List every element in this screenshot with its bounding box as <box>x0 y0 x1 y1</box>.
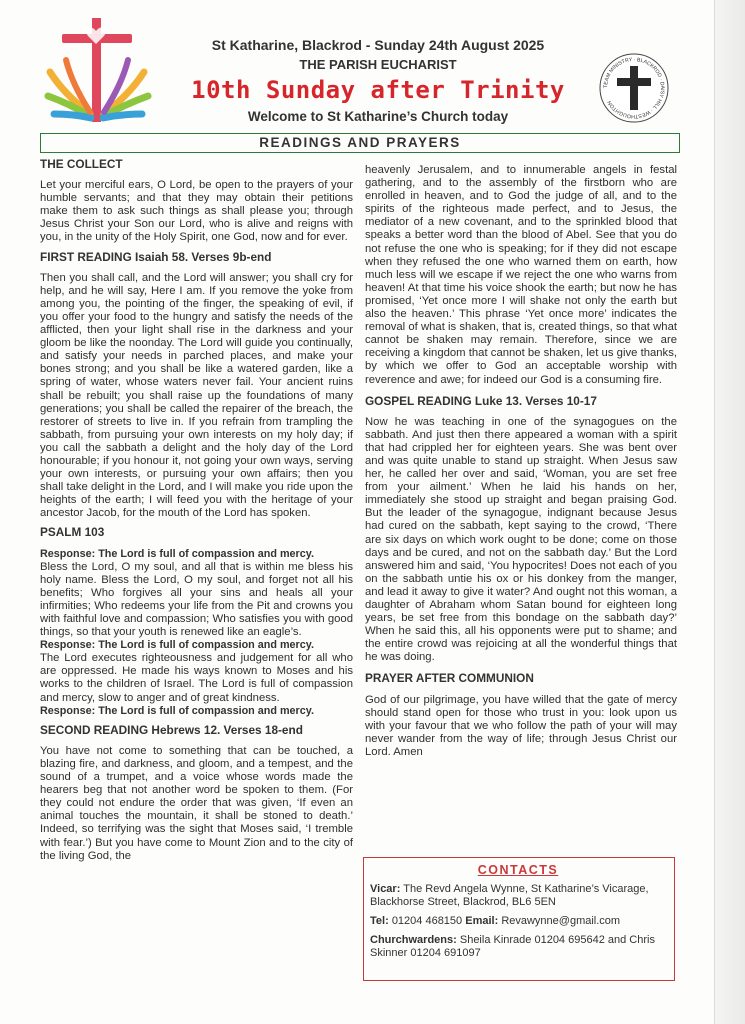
psalm-heading: PSALM 103 <box>40 525 105 540</box>
second-reading-heading: SECOND READING Hebrews 12. Verses 18-end <box>40 722 303 737</box>
vicar-contact <box>370 883 666 909</box>
prayer-text: God of our pilgrimage, you have willed that the gate of mercy should stand open for those who trust in you: look upon us with your favour that we who follow the path of your will may never wander from the way of life; through Jesus Christ our Lord. Amen <box>365 693 677 758</box>
psalm-response: Response: The Lord is full of compassion and mercy. <box>40 704 314 717</box>
email-value: Revawynne@gmail.com <box>501 915 621 927</box>
phone-email <box>370 915 666 928</box>
wardens-label: Churchwardens: <box>370 934 457 946</box>
wardens-contact <box>370 934 666 960</box>
first-reading-heading: FIRST READING Isaiah 58. Verses 9b-end <box>40 249 272 264</box>
service-date-line: St Katharine, Blackrod - Sunday 24th August 2025 <box>211 37 545 53</box>
section-banner: READINGS AND PRAYERS <box>40 133 680 153</box>
contacts-title: CONTACTS <box>477 863 559 877</box>
left-column <box>40 158 353 863</box>
prayer-heading: PRAYER AFTER COMMUNION <box>365 671 534 686</box>
psalm-text-1: Bless the Lord, O my soul, and all that is within me bless his holy name. Bless the Lord, O my soul, and forget not all his benefits; Who forgives all your sins and heals all your infirmities; Who redeems your life from the Pit and crowns you with faithful love and compassion; Who satisfies you with good things, so that your youth is renewed like an eagle’s. <box>40 560 353 639</box>
page-title: 10th Sunday after Trinity <box>191 76 565 104</box>
wardens-text: Sheila Kinrade 01204 695642 and Chris Skinner 01204 691097 <box>370 934 655 959</box>
header <box>168 36 588 125</box>
psalm-response: Response: The Lord is full of compassion and mercy. <box>40 639 314 652</box>
right-column <box>365 164 677 759</box>
cross-rainbow-logo-icon <box>44 14 154 126</box>
second-reading-continued: heavenly Jerusalem, and to innumerable angels in festal gathering, and to the assembly of the firstborn who are enrolled in heaven, and to God the judge of all, and to the spirits of the righteous made perfect, and to Jesus, the mediator of a new covenant, and to the sprinkled blood that speaks a better word than the blood of Abel. See that you do not refuse the one who is speaking; for if they did not escape when they refused the one who warned them on earth, how much less will we escape if we reject the one who warns from heaven! At that time his voice shook the earth; but now he has promised, ‘Yet once more I will shake not only the earth but also the heaven.’ This phrase ‘Yet once more’ indicates the removal of what is shaken, that is, created things, so that what cannot be shaken may remain. Therefore, since we are receiving a kingdom that cannot be shaken, let us give thanks, by which we offer to God an acceptable worship with reverence and awe; for indeed our God is a consuming fire. <box>365 164 677 386</box>
gospel-text: Now he was teaching in one of the synagogues on the sabbath. And just then there appeared a woman with a spirit that had crippled her for eighteen years. She was bent over and was quite unable to stand up straight. When Jesus saw her, he called her over and said, ‘Woman, you are set free from your ailment.’ When he laid his hands on her, immediately she stood up straight and began praising God. But the leader of the synagogue, indignant because Jesus had cured on the sabbath, kept saying to the crowd, ‘There are six days on which work ought to be done; come on those days and be cured, and not on the sabbath day.’ But the Lord answered him and said, ‘You hypocrites! Does not each of you on the sabbath untie his ox or his donkey from the manger, and lead it away to give it water? And ought not this woman, a daughter of Abraham whom Satan bound for eighteen long years, be set free from this bondage on the sabbath day?’ When he said this, all his opponents were put to shame; and the entire crowd was rejoicing at all the wonderful things that he was doing. <box>365 415 677 664</box>
vicar-label: Vicar: <box>370 883 401 895</box>
welcome-text: Welcome to St Katharine’s Church today <box>247 109 509 124</box>
first-reading-text: Then you shall call, and the Lord will answer; you shall cry for help, and he will say, Here I am. If you remove the yoke from among you, the pointing of the finger, the speaking of evil, if you offer your food to the hungry and satisfy the needs of the afflicted, then your light shall rise in the darkness and your gloom be like the noonday. The Lord will guide you continually, and satisfy your needs in parched places, and make your bones strong; and you shall be like a watered garden, like a spring of water, whose waters never fail. Your ancient ruins shall be rebuilt; you shall raise up the foundations of many generations; you shall be called the repairer of the breach, the restorer of streets to live in. If you refrain from trampling the sabbath, from pursuing your own interests on my holy day; if you call the sabbath a delight and the holy day of the Lord honourable; if you honour it, not going your own ways, serving your own interests, or pursuing your own affairs; then you shall take delight in the Lord, and I will make you ride upon the heights of the earth; I will feed you with the heritage of your ancestor Jacob, for the mouth of the Lord has spoken. <box>40 271 353 520</box>
vicar-text: The Revd Angela Wynne, St Katharine’s Vicarage, Blackhorse Street, Blackrod, BL6 5EN <box>370 883 649 908</box>
tel-label: Tel: <box>370 915 389 927</box>
psalm-response: Response: The Lord is full of compassion and mercy. <box>40 547 314 560</box>
seal-text: TEAM MINISTRY · BLACKROD · DAISY HILL · WESTHOUGHTON <box>602 56 666 120</box>
second-reading-text: You have not come to something that can be touched, a blazing fire, and darkness, and gloom, and a tempest, and the sound of a trumpet, and a voice whose words made the hearers beg that not another word be spoken to them. (For they could not endure the order that was given, ‘If even an animal touches the mountain, it shall be stoned to death.’ Indeed, so terrifying was the sight that Moses said, ‘I tremble with fear.’) But you have come to Mount Zion and to the city of the living God, the <box>40 744 353 862</box>
contacts-box <box>363 857 675 981</box>
collect-heading: THE COLLECT <box>40 157 123 171</box>
tel-value: 01204 468150 <box>391 915 463 927</box>
collect-text: Let your merciful ears, O Lord, be open to the prayers of your humble servants; and that they may obtain their petitions make them to ask such things as shall please you; through Jesus Christ your Son our Lord, who is alive and reigns with you, in the unity of the Holy Spirit, one God, now and for ever. <box>40 179 353 244</box>
email-label: Email: <box>465 915 499 927</box>
page-edge <box>714 0 745 1024</box>
team-ministry-seal-icon <box>598 52 670 124</box>
gospel-heading: GOSPEL READING Luke 13. Verses 10-17 <box>365 393 597 408</box>
service-name: THE PARISH EUCHARIST <box>299 57 457 72</box>
psalm-text-2: The Lord executes righteousness and judgement for all who are oppressed. He made his ways known to Moses and his works to the children of Israel. The Lord is full of compassion and mercy, slow to anger and of great kindness. <box>40 652 353 704</box>
